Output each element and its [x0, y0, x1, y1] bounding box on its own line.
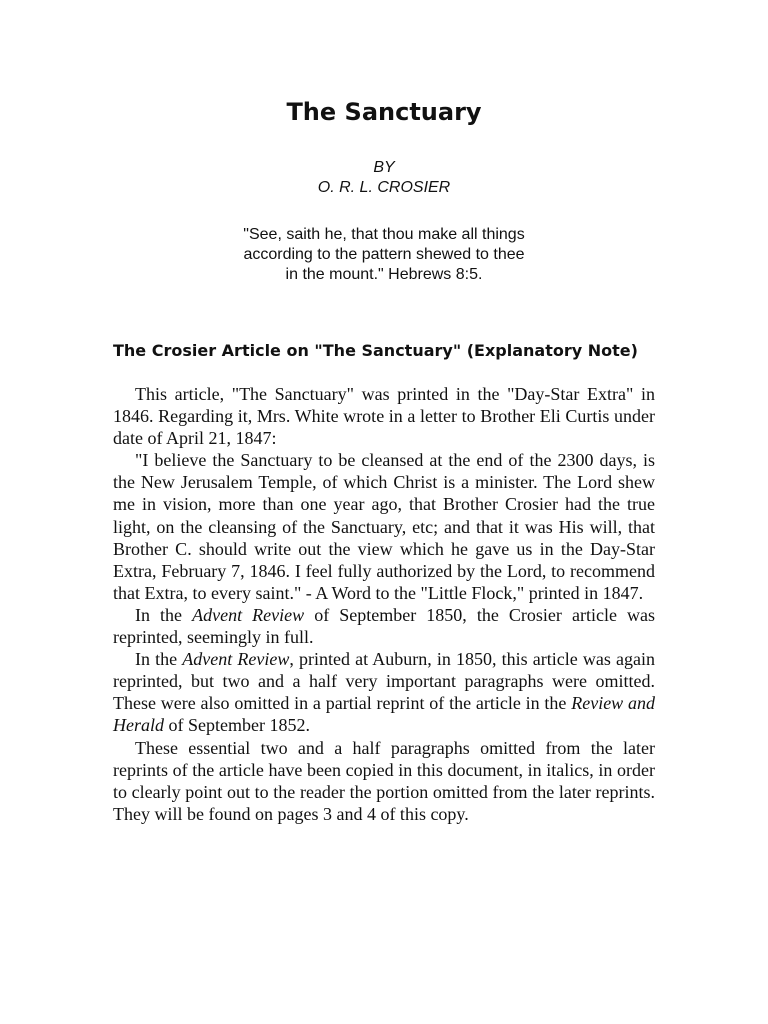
epigraph-quote	[0, 225, 768, 285]
byline-author: O. R. L. CROSIER	[317, 179, 451, 196]
paragraph-3-text: In the	[135, 604, 193, 625]
document-title: The Sanctuary	[286, 98, 482, 126]
paragraph-1: This article, "The Sanctuary" was printed in the "Day-Star Extra" in 1846. Regarding it, Mrs. White wrote in a letter to Brother Eli Curtis under date of April 21, 1847:	[113, 384, 655, 449]
paragraph-2: "I believe the Sanctuary to be cleansed at the end of the 2300 days, is the New Jerusalem Temple, of which Christ is a minister. The Lord shew me in vision, more than one year ago, that Brother Crosier had the true light, on the cleansing of the Sanctuary, etc; and that it was His will, that Brother C. should write out the view which he gave us in the Day-Star Extra, February 7, 1846. I feel fully authorized by the Lord, to recommend that Extra, to every saint." - A Word to the "Little Flock," printed in 1847.	[113, 450, 655, 603]
paragraph-4-text: , printed at Auburn, in 1850, this article was again reprinted, but two and a half very important paragraphs were omitted. These were also omitted in a partial reprint of the article in the	[113, 649, 656, 714]
paragraph-4-text: of September 1852.	[164, 715, 310, 736]
epigraph-line: in the mount." Hebrews 8:5.	[285, 266, 483, 283]
section-heading: The Crosier Article on "The Sanctuary" (Explanatory Note)	[113, 341, 638, 360]
paragraph-4	[113, 648, 655, 736]
paragraph-3-text: of September 1850, the Crosier article was reprinted, seemingly in full.	[113, 604, 656, 648]
paragraph-5: These essential two and a half paragraphs omitted from the later reprints of the article have been copied in this document, in italics, in order to clearly point out to the reader the portion omitted from the later reprints. They will be found on pages 3 and 4 of this copy.	[113, 737, 655, 824]
epigraph-line: "See, saith he, that thou make all things	[243, 226, 525, 243]
body-text	[113, 383, 655, 825]
advent-review-title: Advent Review	[192, 604, 305, 625]
review-and-herald-title: Review and Herald	[113, 693, 655, 736]
epigraph-line: according to the pattern shewed to thee	[243, 246, 525, 263]
byline-by: BY	[373, 159, 395, 176]
advent-review-title: Advent Review	[182, 649, 290, 670]
byline	[0, 158, 768, 198]
paragraph-4-text: In the	[135, 649, 183, 670]
paragraph-3	[113, 604, 655, 648]
